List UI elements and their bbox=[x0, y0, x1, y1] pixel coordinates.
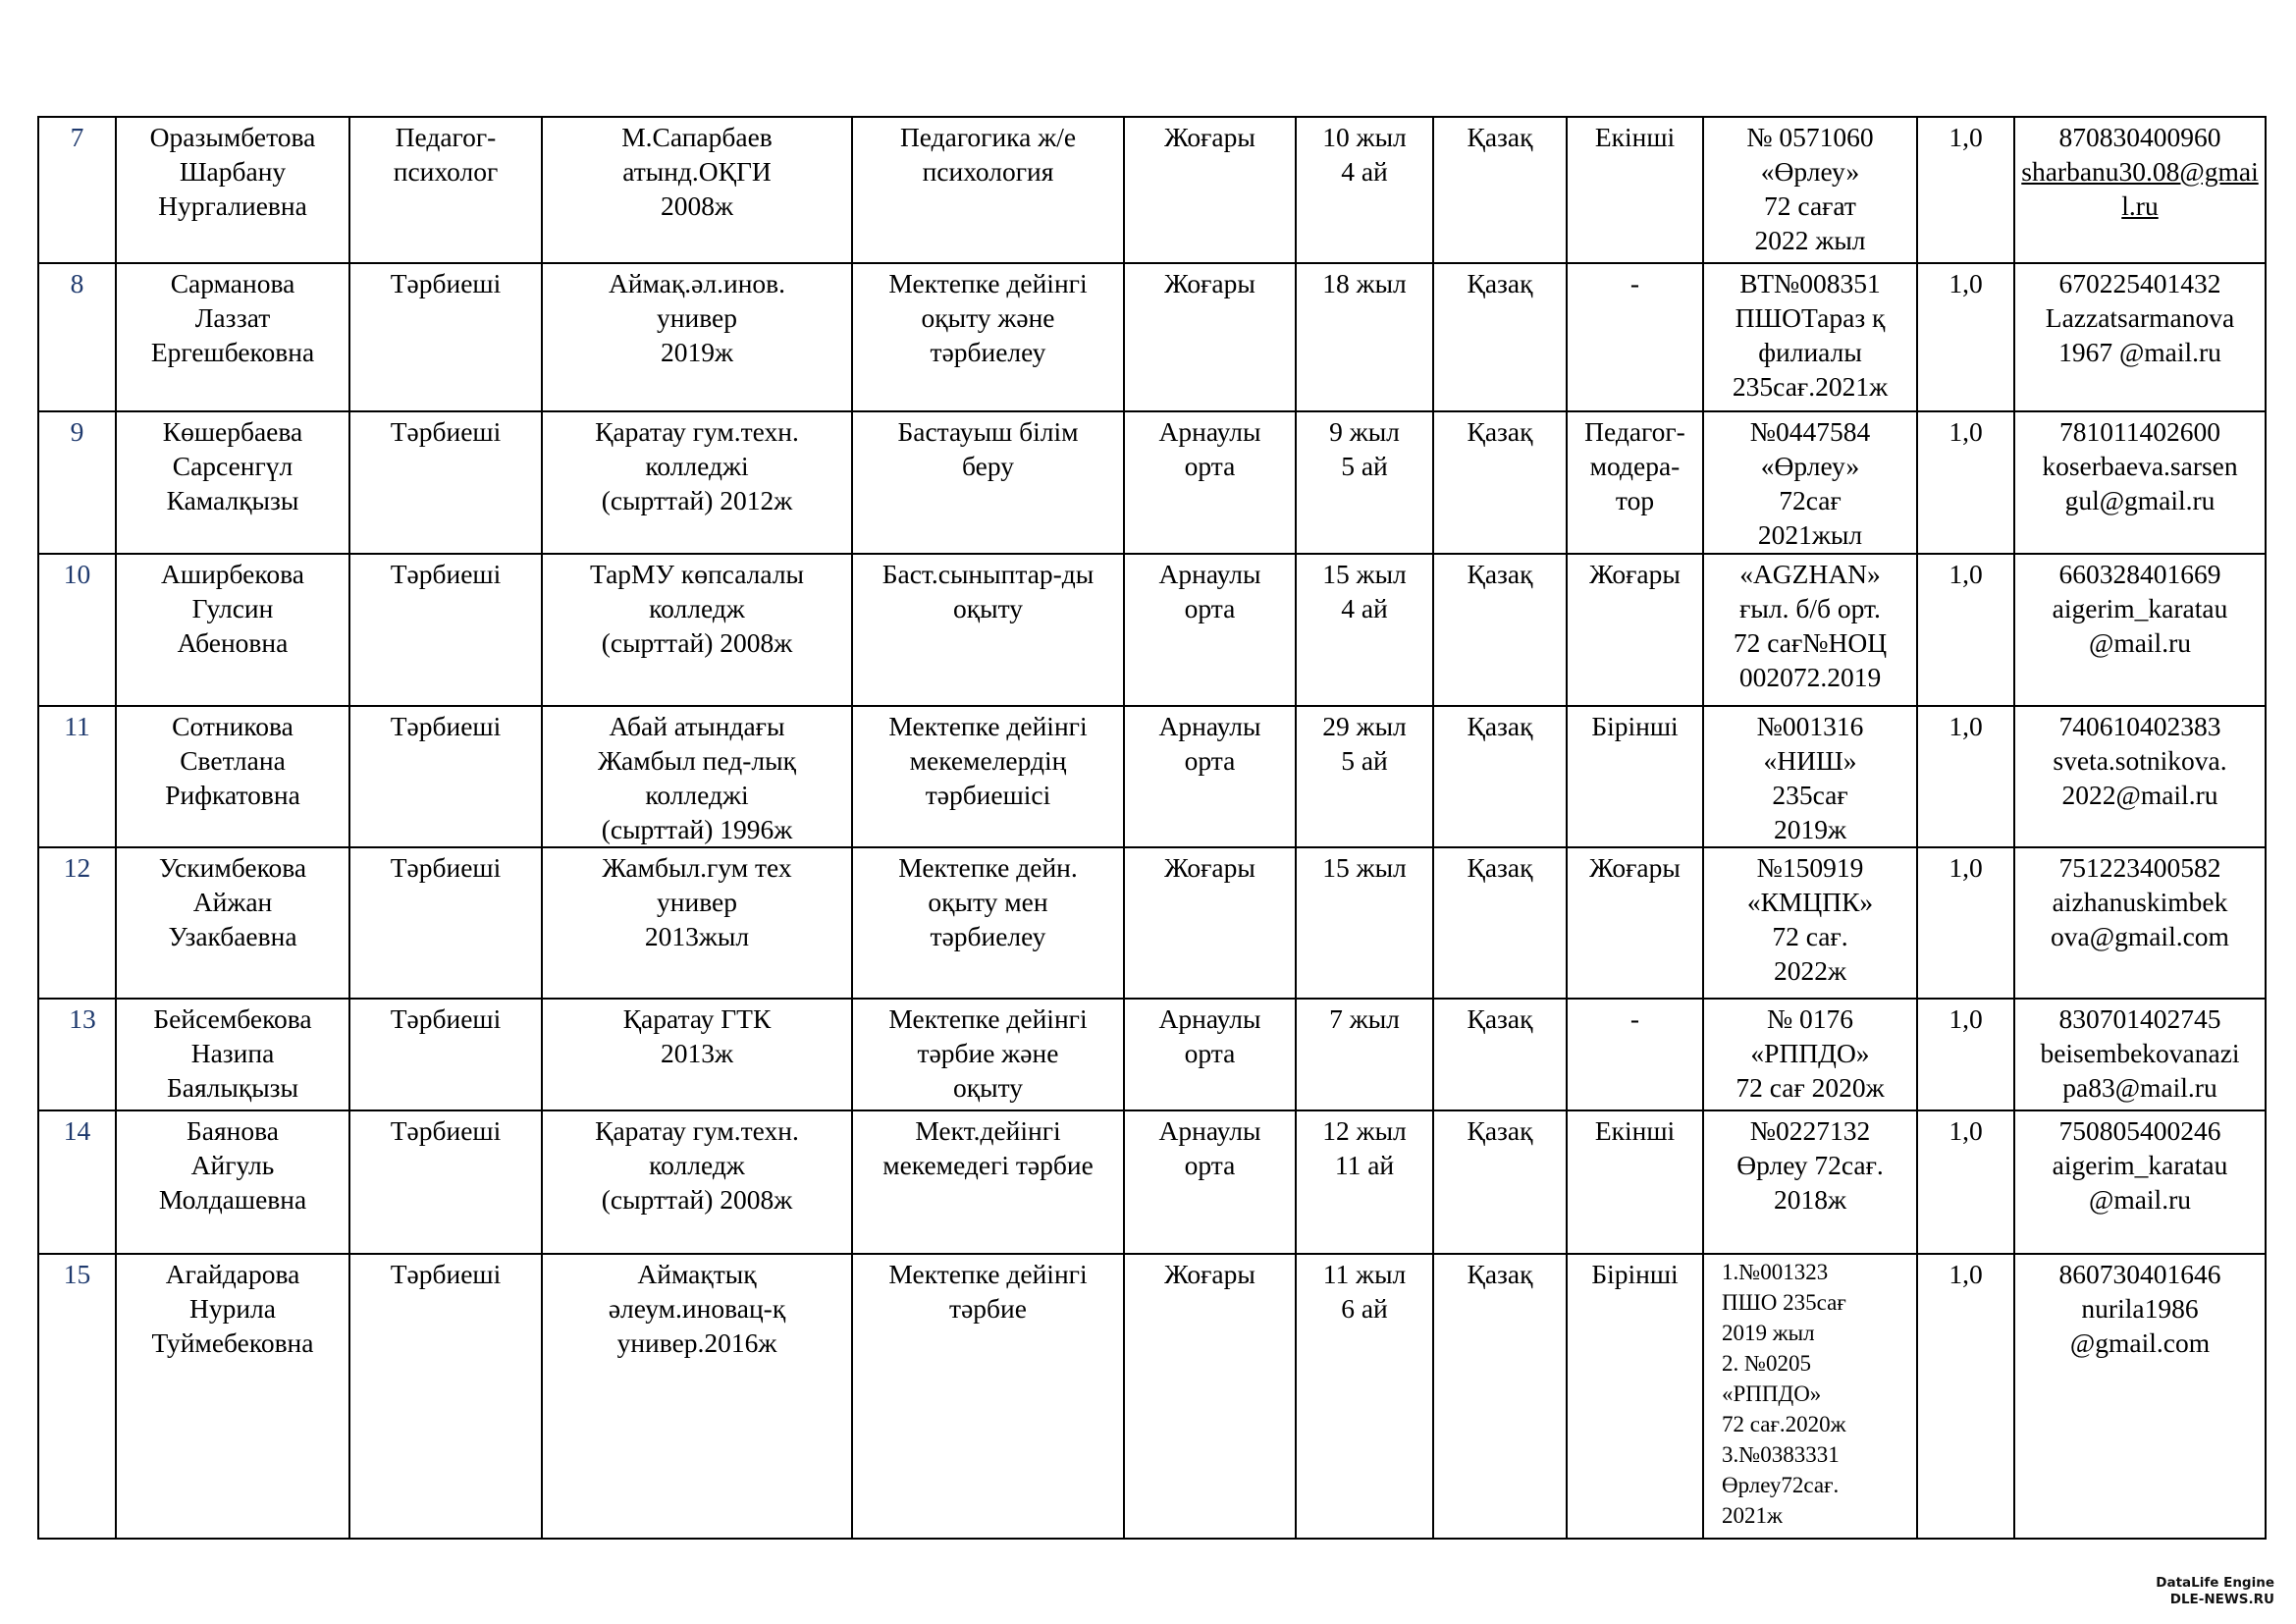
workload-rate-cell: 1,0 bbox=[1917, 411, 2014, 554]
iin-number: 750805400246 bbox=[2058, 1115, 2221, 1146]
education-level-cell: Арнаулы орта bbox=[1124, 999, 1296, 1110]
qualification-category-cell: Жоғары bbox=[1567, 554, 1703, 706]
position-cell: Тәрбиеші bbox=[349, 411, 542, 554]
email-address: aizhanuskimbek ova@gmail.com bbox=[2051, 887, 2229, 951]
qualification-category-cell: Педагог- модера- тор bbox=[1567, 411, 1703, 554]
institution-cell: Жамбыл.гум тех универ 2013жыл bbox=[542, 847, 852, 999]
row-number-cell: 14 bbox=[38, 1110, 116, 1254]
workload-rate-cell: 1,0 bbox=[1917, 706, 2014, 847]
specialty-cell: Педагогика ж/е психология bbox=[852, 117, 1124, 263]
contact-cell bbox=[2014, 999, 2266, 1110]
contact-cell bbox=[2014, 847, 2266, 999]
work-experience-cell: 15 жыл bbox=[1296, 847, 1433, 999]
teaching-language-cell: Қазақ bbox=[1433, 847, 1567, 999]
staff-table bbox=[37, 116, 2267, 1540]
workload-rate-cell: 1,0 bbox=[1917, 554, 2014, 706]
workload-rate-cell: 1,0 bbox=[1917, 263, 2014, 411]
contact-cell bbox=[2014, 706, 2266, 847]
institution-cell: М.Сапарбаев атынд.ОҚГИ 2008ж bbox=[542, 117, 852, 263]
employee-name-cell: Көшербаева Сарсенгүл Камалқызы bbox=[116, 411, 349, 554]
specialty-cell: Мектепке дейінгі мекемелердің тәрбиешісі bbox=[852, 706, 1124, 847]
education-level-cell: Арнаулы орта bbox=[1124, 554, 1296, 706]
table-row bbox=[38, 1254, 2266, 1539]
row-number-cell: 11 bbox=[38, 706, 116, 847]
institution-cell: Аймақтық әлеум.иновац-қ универ.2016ж bbox=[542, 1254, 852, 1539]
email-address: Lazzatsarmanova 1967 @mail.ru bbox=[2045, 302, 2235, 367]
position-cell: Педагог- психолог bbox=[349, 117, 542, 263]
email-address: beisembekovanazi pa83@mail.ru bbox=[2040, 1038, 2240, 1103]
row-number-cell: 12 bbox=[38, 847, 116, 999]
iin-number: 740610402383 bbox=[2058, 711, 2221, 741]
teaching-language-cell: Қазақ bbox=[1433, 263, 1567, 411]
email-address: koserbaeva.sarsen gul@gmail.ru bbox=[2042, 451, 2238, 515]
institution-cell: Қаратау ГТК 2013ж bbox=[542, 999, 852, 1110]
institution-cell: Қаратау гум.техн. колледж (сырттай) 2008ж bbox=[542, 1110, 852, 1254]
row-number-cell: 7 bbox=[38, 117, 116, 263]
course-certificate-cell: №150919 «КМЦПК» 72 сағ. 2022ж bbox=[1703, 847, 1917, 999]
row-number-cell: 8 bbox=[38, 263, 116, 411]
qualification-category-cell: Екінші bbox=[1567, 1110, 1703, 1254]
course-certificate-cell: ВТ№008351 ПШОТараз қ филиалы 235сағ.2021ж bbox=[1703, 263, 1917, 411]
work-experience-cell: 7 жыл bbox=[1296, 999, 1433, 1110]
work-experience-cell: 15 жыл 4 ай bbox=[1296, 554, 1433, 706]
position-cell: Тәрбиеші bbox=[349, 999, 542, 1110]
contact-cell bbox=[2014, 554, 2266, 706]
email-address[interactable]: sharbanu30.08@gmail.ru bbox=[2021, 156, 2259, 221]
qualification-category-cell: Жоғары bbox=[1567, 847, 1703, 999]
education-level-cell: Жоғары bbox=[1124, 263, 1296, 411]
qualification-category-cell: - bbox=[1567, 999, 1703, 1110]
email-address: sveta.sotnikova. 2022@mail.ru bbox=[2053, 745, 2227, 810]
teaching-language-cell: Қазақ bbox=[1433, 1254, 1567, 1539]
row-number-cell: 9 bbox=[38, 411, 116, 554]
iin-number: 781011402600 bbox=[2059, 416, 2220, 447]
education-level-cell: Жоғары bbox=[1124, 117, 1296, 263]
teaching-language-cell: Қазақ bbox=[1433, 999, 1567, 1110]
workload-rate-cell: 1,0 bbox=[1917, 117, 2014, 263]
position-cell: Тәрбиеші bbox=[349, 1254, 542, 1539]
workload-rate-cell: 1,0 bbox=[1917, 847, 2014, 999]
qualification-category-cell: Екінші bbox=[1567, 117, 1703, 263]
work-experience-cell: 12 жыл 11 ай bbox=[1296, 1110, 1433, 1254]
institution-cell: Қаратау гум.техн. колледжі (сырттай) 2012ж bbox=[542, 411, 852, 554]
contact-cell bbox=[2014, 1254, 2266, 1539]
contact-cell bbox=[2014, 263, 2266, 411]
work-experience-cell: 29 жыл 5 ай bbox=[1296, 706, 1433, 847]
employee-name-cell: Оразымбетова Шарбану Нургалиевна bbox=[116, 117, 349, 263]
teaching-language-cell: Қазақ bbox=[1433, 706, 1567, 847]
specialty-cell: Мектепке дейн. оқыту мен тәрбиелеу bbox=[852, 847, 1124, 999]
workload-rate-cell: 1,0 bbox=[1917, 1254, 2014, 1539]
teaching-language-cell: Қазақ bbox=[1433, 117, 1567, 263]
staff-table-body bbox=[38, 117, 2266, 1539]
position-cell: Тәрбиеші bbox=[349, 1110, 542, 1254]
course-certificate-cell: 1.№001323 ПШО 235сағ 2019 жыл 2. №0205 «РППДО» 72 сағ.2020ж 3.№0383331 Өрлеу72сағ. 2021ж bbox=[1703, 1254, 1917, 1539]
course-certificate-cell: №0447584 «Өрлеу» 72сағ 2021жыл bbox=[1703, 411, 1917, 554]
employee-name-cell: Агайдарова Нурила Туймебековна bbox=[116, 1254, 349, 1539]
workload-rate-cell: 1,0 bbox=[1917, 1110, 2014, 1254]
teaching-language-cell: Қазақ bbox=[1433, 1110, 1567, 1254]
iin-number: 830701402745 bbox=[2058, 1003, 2221, 1034]
work-experience-cell: 9 жыл 5 ай bbox=[1296, 411, 1433, 554]
table-row bbox=[38, 263, 2266, 411]
position-cell: Тәрбиеші bbox=[349, 263, 542, 411]
email-address: nurila1986 @gmail.com bbox=[2069, 1293, 2211, 1358]
watermark-line-2: DLE-NEWS.RU bbox=[2169, 1592, 2274, 1607]
institution-cell: Абай атындағы Жамбыл пед-лық колледжі (сырттай) 1996ж bbox=[542, 706, 852, 847]
education-level-cell: Жоғары bbox=[1124, 1254, 1296, 1539]
employee-name-cell: Аширбекова Гулсин Абеновна bbox=[116, 554, 349, 706]
work-experience-cell: 18 жыл bbox=[1296, 263, 1433, 411]
specialty-cell: Мектепке дейінгі оқыту және тәрбиелеу bbox=[852, 263, 1124, 411]
employee-name-cell: Бейсембекова Назипа Баялықызы bbox=[116, 999, 349, 1110]
employee-name-cell: Сарманова Лаззат Ергешбековна bbox=[116, 263, 349, 411]
table-row bbox=[38, 1110, 2266, 1254]
row-number-cell: 13 bbox=[38, 999, 116, 1110]
employee-name-cell: Сотникова Светлана Рифкатовна bbox=[116, 706, 349, 847]
employee-name-cell: Ускимбекова Айжан Узакбаевна bbox=[116, 847, 349, 999]
work-experience-cell: 10 жыл 4 ай bbox=[1296, 117, 1433, 263]
table-row bbox=[38, 706, 2266, 847]
teaching-language-cell: Қазақ bbox=[1433, 554, 1567, 706]
contact-cell bbox=[2014, 1110, 2266, 1254]
iin-number: 660328401669 bbox=[2058, 559, 2221, 589]
watermark bbox=[2156, 1575, 2274, 1608]
qualification-category-cell: Бірінші bbox=[1567, 706, 1703, 847]
contact-cell bbox=[2014, 411, 2266, 554]
iin-number: 860730401646 bbox=[2058, 1259, 2221, 1289]
iin-number: 870830400960 bbox=[2058, 122, 2221, 152]
iin-number: 751223400582 bbox=[2058, 852, 2221, 883]
education-level-cell: Арнаулы орта bbox=[1124, 411, 1296, 554]
specialty-cell: Бастауыш білім беру bbox=[852, 411, 1124, 554]
table-row bbox=[38, 411, 2266, 554]
work-experience-cell: 11 жыл 6 ай bbox=[1296, 1254, 1433, 1539]
iin-number: 670225401432 bbox=[2058, 268, 2221, 298]
education-level-cell: Жоғары bbox=[1124, 847, 1296, 999]
watermark-line-1: DataLife Engine bbox=[2156, 1575, 2274, 1591]
qualification-category-cell: Бірінші bbox=[1567, 1254, 1703, 1539]
education-level-cell: Арнаулы орта bbox=[1124, 1110, 1296, 1254]
course-certificate-cell: № 0176 «РППДО» 72 сағ 2020ж bbox=[1703, 999, 1917, 1110]
teaching-language-cell: Қазақ bbox=[1433, 411, 1567, 554]
table-row bbox=[38, 999, 2266, 1110]
specialty-cell: Мектепке дейінгі тәрбие және оқыту bbox=[852, 999, 1124, 1110]
row-number-cell: 10 bbox=[38, 554, 116, 706]
email-address: aigerim_karatau @mail.ru bbox=[2052, 1150, 2228, 1215]
table-row bbox=[38, 117, 2266, 263]
course-certificate-cell: «AGZHAN» ғыл. б/б орт. 72 сағ№НОЦ 002072.2019 bbox=[1703, 554, 1917, 706]
workload-rate-cell: 1,0 bbox=[1917, 999, 2014, 1110]
specialty-cell: Баст.сыныптар-ды оқыту bbox=[852, 554, 1124, 706]
education-level-cell: Арнаулы орта bbox=[1124, 706, 1296, 847]
qualification-category-cell: - bbox=[1567, 263, 1703, 411]
position-cell: Тәрбиеші bbox=[349, 847, 542, 999]
institution-cell: ТарМУ көпсалалы колледж (сырттай) 2008ж bbox=[542, 554, 852, 706]
position-cell: Тәрбиеші bbox=[349, 706, 542, 847]
table-row bbox=[38, 554, 2266, 706]
course-certificate-cell: №0227132 Өрлеу 72сағ. 2018ж bbox=[1703, 1110, 1917, 1254]
contact-cell bbox=[2014, 117, 2266, 263]
course-certificate-cell: № 0571060 «Өрлеу» 72 сағат 2022 жыл bbox=[1703, 117, 1917, 263]
course-certificate-cell: №001316 «НИШ» 235сағ 2019ж bbox=[1703, 706, 1917, 847]
specialty-cell: Мектепке дейінгі тәрбие bbox=[852, 1254, 1124, 1539]
email-address: aigerim_karatau @mail.ru bbox=[2052, 593, 2228, 658]
employee-name-cell: Баянова Айгуль Молдашевна bbox=[116, 1110, 349, 1254]
specialty-cell: Мект.дейінгі мекемедегі тәрбие bbox=[852, 1110, 1124, 1254]
table-row bbox=[38, 847, 2266, 999]
position-cell: Тәрбиеші bbox=[349, 554, 542, 706]
row-number-cell: 15 bbox=[38, 1254, 116, 1539]
institution-cell: Аймақ.әл.инов. универ 2019ж bbox=[542, 263, 852, 411]
